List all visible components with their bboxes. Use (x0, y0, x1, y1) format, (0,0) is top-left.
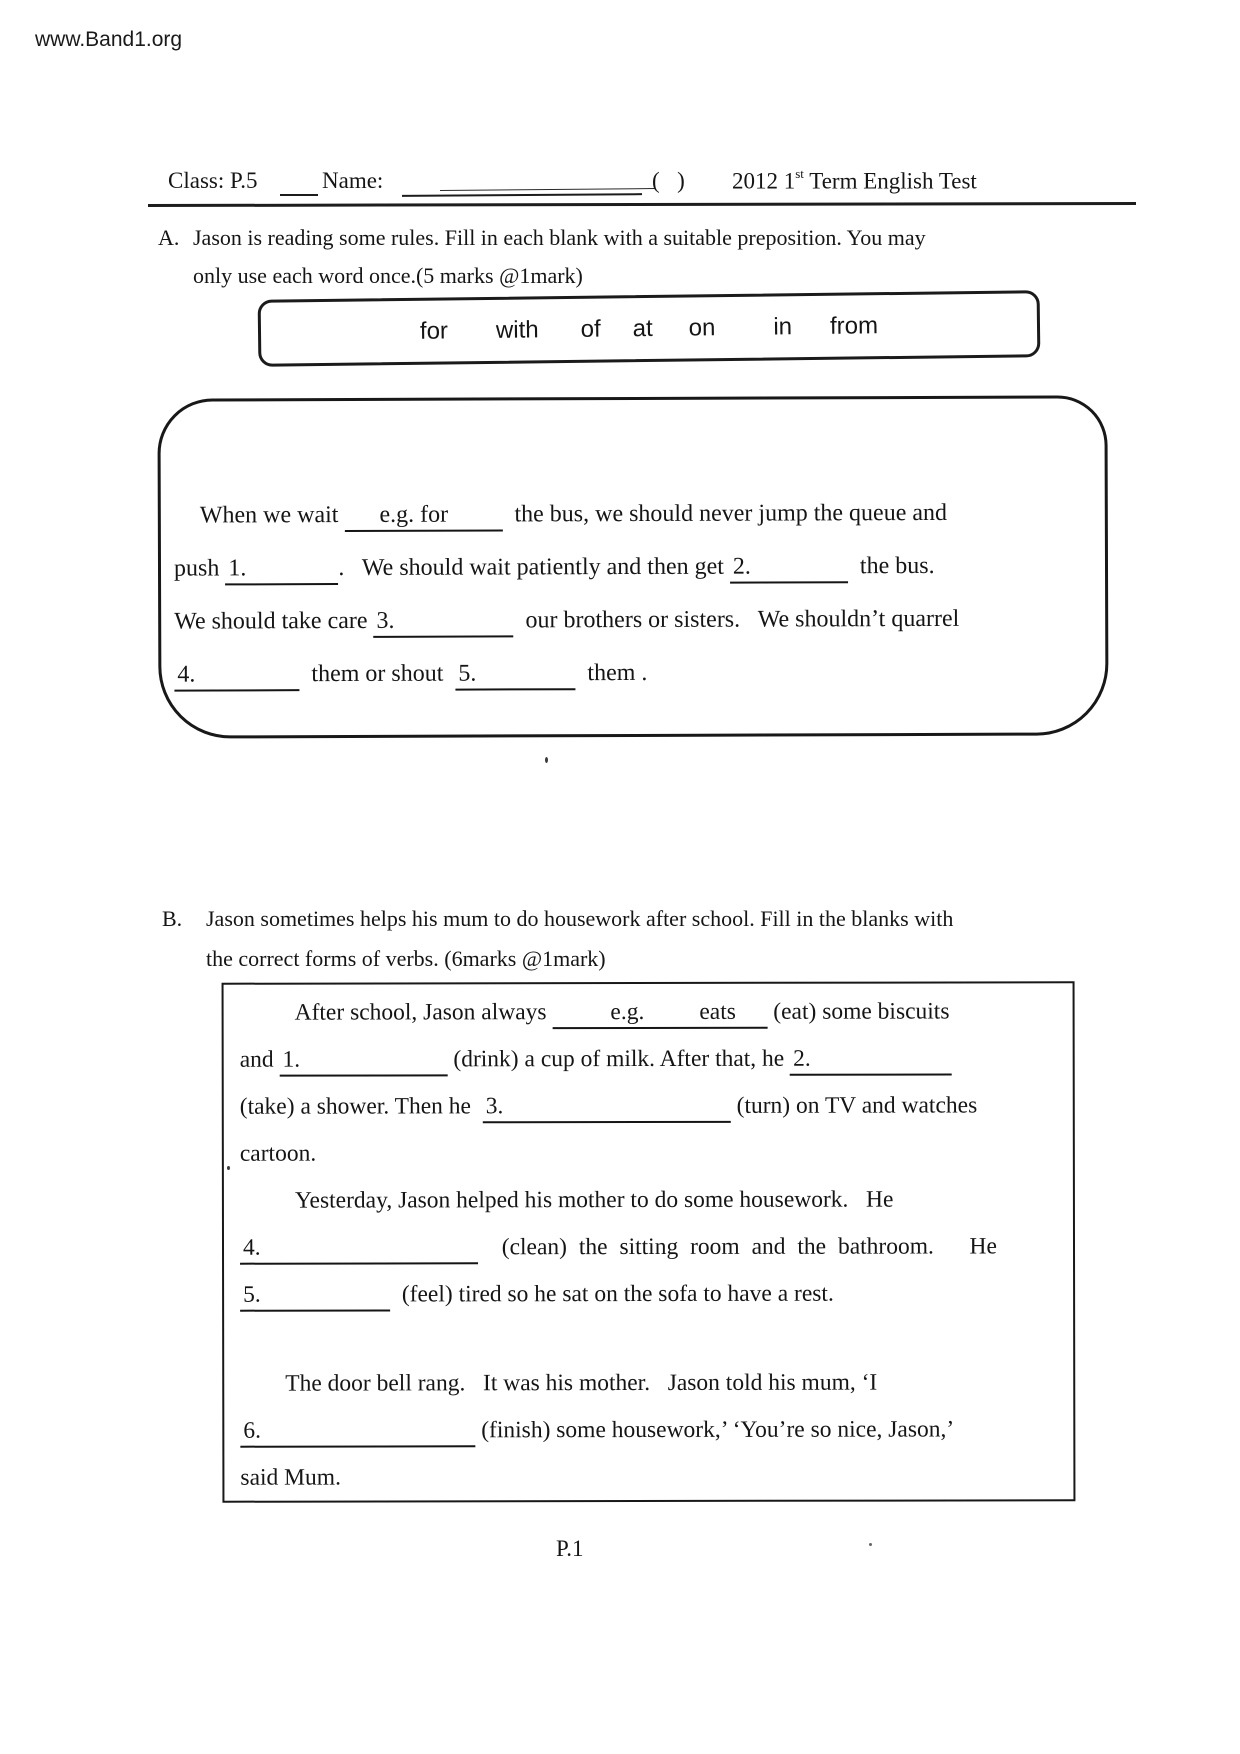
class-number-parentheses: ( ) (652, 168, 687, 193)
section-a-instruction-line2: only use each word once.(5 marks @1mark) (193, 263, 583, 288)
passage-text: After school, Jason always (294, 999, 553, 1026)
blank-number-label: 1. (282, 1046, 301, 1073)
blank-a-1[interactable] (225, 553, 338, 585)
word-bank-word: from (829, 311, 879, 340)
blank-b-3[interactable] (483, 1091, 731, 1123)
paper-title-year: 2012 1 (732, 168, 796, 194)
passage-text: (clean) the sitting room and the bathroom. He (477, 1233, 997, 1261)
passage-text: We should take care (174, 607, 374, 635)
passage-line (240, 1129, 1059, 1177)
paper-title-rest: Term English Test (803, 168, 977, 194)
word-bank-word: on (688, 313, 716, 342)
passage-line (240, 1176, 1059, 1224)
word-bank-word: for (419, 316, 449, 345)
page-number: P.1 (556, 1536, 584, 1561)
passage-text: (feel) tired so he sat on the sofa to have a rest. (390, 1280, 834, 1308)
passage-text: said Mum. (240, 1464, 341, 1491)
name-fill-line-artifact (440, 188, 655, 191)
blank-b-5[interactable] (240, 1279, 390, 1311)
passage-text: (drink) a cup of milk. After that, he (447, 1045, 791, 1073)
section-b-instructions (162, 899, 953, 979)
passage-line (174, 486, 1085, 542)
blank-number-label: e.g. for (373, 501, 449, 528)
section-a-instructions (158, 219, 926, 295)
section-b-label: B. (162, 906, 183, 931)
scan-speck (545, 757, 548, 763)
passage-box-b (222, 981, 1076, 1502)
name-label: Name: (322, 168, 384, 193)
passage-line (174, 539, 1085, 595)
blank-b-example[interactable] (552, 997, 767, 1029)
passage-line (240, 1035, 1059, 1083)
passage-text: and (239, 1046, 280, 1073)
passage-text: When we wait (199, 502, 345, 529)
blank-number-label: 4. (177, 661, 196, 688)
blank-number-label: 4. (242, 1234, 261, 1261)
blank-example-answer: eats (699, 998, 736, 1025)
passage-text: them . (575, 659, 648, 687)
passage-text: push (173, 555, 226, 582)
blank-number-label: e.g. (610, 999, 645, 1026)
passage-line (240, 1453, 1059, 1501)
blank-number-label: 2. (732, 553, 751, 580)
passage-text: the bus, we should never jump the queue and (502, 499, 948, 528)
passage-line (240, 1082, 1059, 1130)
word-bank-box (258, 290, 1041, 367)
passage-text: (eat) some biscuits (767, 998, 950, 1025)
scan-speck (227, 1166, 230, 1170)
passage-text: (take) a shower. Then he (239, 1093, 483, 1120)
passage-line (240, 1270, 1059, 1318)
passage-text: cartoon. (239, 1140, 317, 1167)
scan-speck (869, 1543, 872, 1546)
blank-number-label: 5. (243, 1281, 261, 1308)
blank-number-label: 2. (793, 1045, 811, 1072)
word-bank-word: of (580, 315, 601, 343)
section-a-label: A. (158, 225, 180, 250)
blank-a-3[interactable] (373, 605, 513, 637)
word-bank-word: with (495, 315, 539, 344)
passage-line (240, 988, 1059, 1036)
blank-a-4[interactable] (174, 659, 299, 691)
blank-number-label: 3. (485, 1093, 504, 1120)
passage-line (240, 1223, 1059, 1271)
paper-title-ordinal: st (795, 166, 804, 181)
passage-line (240, 1359, 1059, 1407)
passage-box-a (157, 395, 1108, 738)
blank-a-2[interactable] (730, 551, 848, 583)
passage-text: them or shout (299, 660, 456, 688)
blank-b-6[interactable] (240, 1415, 475, 1447)
section-a-instruction-line1: Jason is reading some rules. Fill in each blank with a suitable preposition. You may (193, 225, 926, 250)
class-fill-line[interactable] (280, 194, 318, 196)
passage-text: Yesterday, Jason helped his mother to do some housework. He (294, 1186, 894, 1214)
blank-number-label: 5. (458, 660, 477, 687)
blank-a-example[interactable] (344, 499, 502, 532)
blank-number-label: 3. (376, 607, 395, 634)
passage-line (174, 645, 1085, 701)
blank-b-2[interactable] (790, 1043, 952, 1075)
passage-text: (finish) some housework,’ ‘You’re so nice, Jason,’ (475, 1416, 955, 1444)
name-fill-line[interactable] (402, 193, 642, 197)
word-bank-word: in (773, 312, 793, 340)
section-b-instruction-line2: the correct forms of verbs. (6marks @1mark) (206, 946, 606, 971)
passage-text: our brothers or sisters. We shouldn’t quarrel (513, 605, 960, 634)
passage-line (240, 1406, 1059, 1454)
watermark-url: www.Band1.org (35, 28, 183, 51)
passage-line (174, 592, 1085, 648)
blank-number-label: 6. (243, 1417, 261, 1444)
passage-text: . We should wait patiently and then get (338, 553, 730, 582)
blank-b-1[interactable] (279, 1044, 447, 1076)
blank-b-4[interactable] (240, 1232, 478, 1264)
paper-title (732, 168, 977, 195)
word-bank-word: at (632, 314, 653, 342)
passage-text: (turn) on TV and watches (730, 1092, 978, 1119)
passage-text: The door bell rang. It was his mother. Jason told his mum, ‘I (285, 1369, 878, 1397)
section-b-instruction-line1: Jason sometimes helps his mum to do housework after school. Fill in the blanks with (206, 906, 954, 931)
blank-number-label: 1. (228, 555, 247, 582)
passage-text: the bus. (847, 552, 935, 580)
class-label: Class: P.5 (168, 168, 258, 193)
blank-a-5[interactable] (455, 658, 575, 690)
